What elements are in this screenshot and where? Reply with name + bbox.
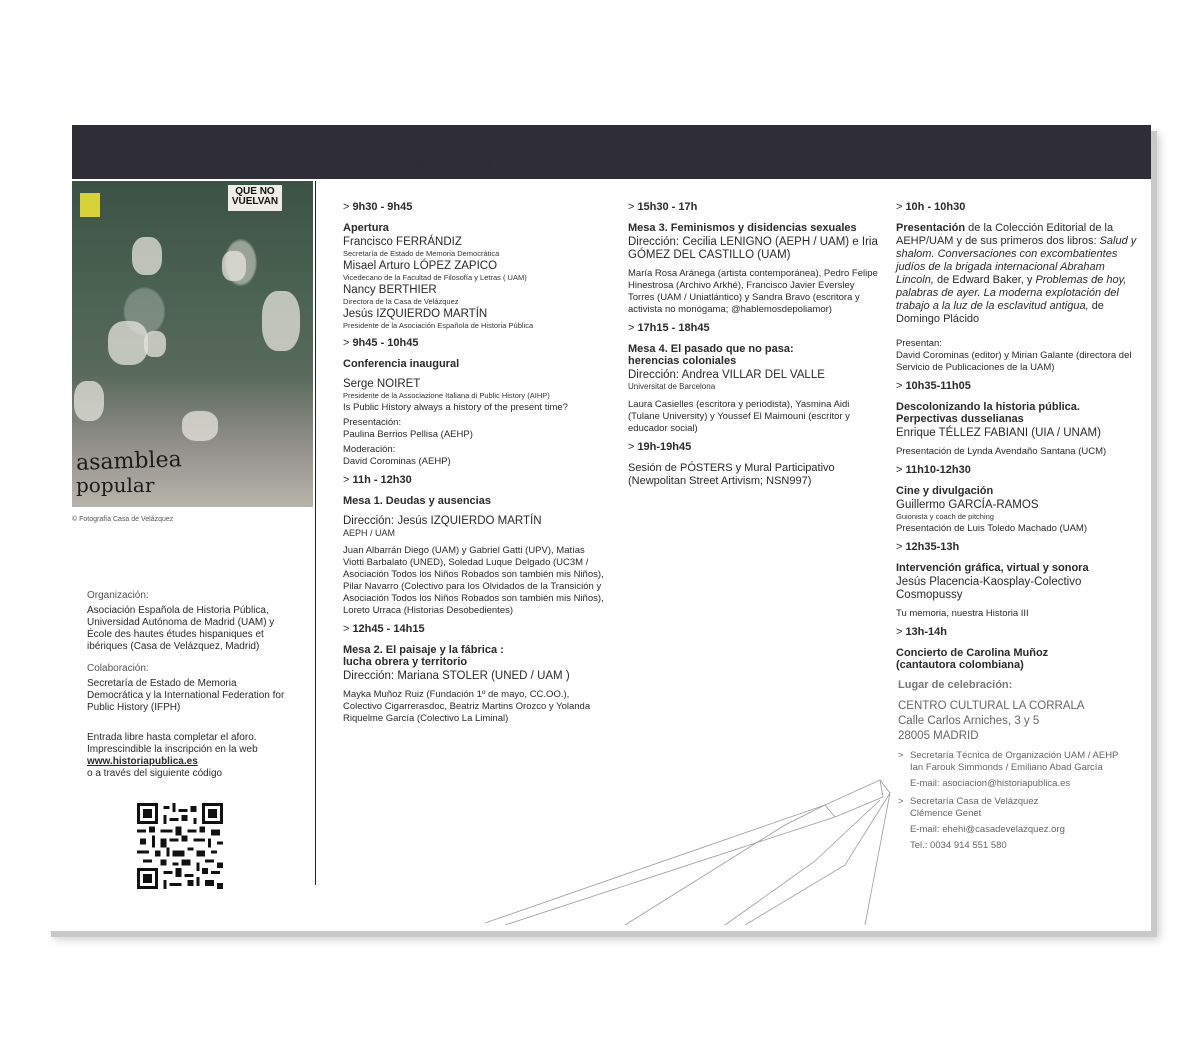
column-divider (315, 181, 316, 885)
presentation-name: Paulina Berrios Pellisa (AEHP) (343, 429, 473, 440)
session-director: Dirección: Cecilia LENIGNO (AEPH / UAM) e Iria GÓMEZ DEL CASTILLO (UAM) (628, 236, 878, 261)
time-label: 10h - 10h30 (905, 201, 966, 213)
time-label: 10h35-11h05 (905, 380, 971, 392)
session-participants: María Rosa Aránega (artista contemporánea), Pedro Felipe Hinestrosa (Archivo Arkhé), Francisco Javier Eversley Torres (UAM / Uniatlántico) y Sandra Bravo (escritora y activista no monógama; @hablemosdepoliamor) (628, 268, 878, 315)
speaker-name: Nancy BERTHIER (343, 284, 437, 296)
time-label: 13h-14h (905, 626, 948, 638)
collab-text: Secretaría de Estado de Memoria Democrática y la International Federation for Public History (IFPH) (87, 678, 285, 713)
time-slot (896, 626, 1141, 638)
photo-patch (222, 251, 246, 281)
code-text: o a través del siguiente código (87, 768, 223, 779)
director-affiliation: AEPH / UAM (343, 528, 396, 538)
presentation-label: Presentación: (343, 417, 402, 428)
contact-text: Secretaría Técnica de Organización UAM / AEHP (910, 750, 1119, 761)
venue-city: 28005 MADRID (898, 730, 979, 742)
director-affiliation: Universitat de Barcelona (628, 382, 716, 391)
time-label: 19h-19h45 (637, 441, 692, 453)
venue-street: Calle Carlos Arniches, 3 y 5 (898, 715, 1040, 727)
photo-patch (74, 381, 104, 421)
session-text: de la Colección Editorial de la AEHP/UAM y de sus primeros dos libros: (896, 222, 1114, 247)
presentation-by: Presentación de Luis Toledo Machado (UAM) (896, 523, 1087, 534)
arrow-right-icon: > (898, 796, 904, 807)
friday-afternoon-column (628, 195, 878, 488)
speaker-name: Enrique TÉLLEZ FABIANI (UIA / UNAM) (896, 427, 1101, 439)
speaker-name: Guillermo GARCÍA-RAMOS (896, 499, 1039, 511)
photo-patch (132, 237, 162, 275)
session-text: de Domingo Plácido (896, 300, 1104, 325)
arrow-right-icon: > (898, 750, 904, 761)
time-slot (343, 337, 608, 349)
session-title: Mesa 4. El pasado que no pasa: herencias coloniales (628, 343, 794, 367)
contact-names: Ian Farouk Simmonds / Emiliano Abad García (910, 762, 1103, 773)
time-slot (896, 541, 1141, 553)
speaker-name: Francisco FERRÁNDIZ (343, 236, 462, 248)
arrow-right-icon: > (896, 201, 903, 213)
presenters-names: David Corominas (editor) y Mirian Galante (directora del Servicio de Publicaciones de la UAM) (896, 350, 1132, 373)
contact-email[interactable]: E-mail: ehehi@casadevelazquez.org (910, 824, 1065, 835)
speaker-name: Jesús IZQUIERDO MARTÍN (343, 308, 488, 320)
speaker-role: Presidente de la Asociación Española de Historia Pública (343, 321, 534, 330)
arrow-right-icon: > (896, 380, 903, 392)
photo-patch (182, 411, 218, 441)
org-text: Asociación Española de Historia Pública, Universidad Autónoma de Madrid (UAM) y École des hautes études hispaniques et ibériques (Casa de Velázquez, Madrid) (87, 605, 275, 652)
entry-text: Entrada libre hasta completar el aforo. Imprescindible la inscripción en la web (87, 732, 258, 755)
session-title: Apertura (343, 222, 389, 234)
session-title: Conferencia inaugural (343, 358, 460, 370)
presentation-by: Presentación de Lynda Avendaño Santana (UCM) (896, 446, 1107, 457)
session-description (896, 222, 1141, 326)
qr-code[interactable] (137, 803, 223, 889)
time-slot (628, 201, 878, 213)
time-slot (896, 380, 1141, 392)
session-text: Tu memoria, nuestra Historia III (896, 608, 1029, 619)
session-director: Dirección: Jesús IZQUIERDO MARTÍN (343, 515, 542, 527)
contact-text: Secretaría Casa de Velázquez (910, 796, 1039, 807)
arrow-right-icon: > (628, 201, 635, 213)
photo-patch (108, 321, 148, 365)
time-label: 11h - 12h30 (352, 474, 412, 486)
saturday-column (896, 195, 1141, 852)
contact-line (898, 750, 1141, 762)
time-label: 9h45 - 10h45 (352, 337, 419, 349)
session-title: Descolonizando la historia pública. Perpectivas dusselianas (896, 401, 1080, 425)
book-title: Problemas de hoy, palabras de ayer. La moderna explotación del trabajo a la luz de la esclavitud antigua, (896, 274, 1127, 312)
wireframe-decoration (485, 765, 905, 925)
speaker-role: Directora de la Casa de Velázquez (343, 297, 459, 306)
session-title: Concierto de Carolina Muñoz (cantautora colombiana) (896, 647, 1049, 671)
time-label: 9h30 - 9h45 (352, 201, 413, 213)
session-director: Dirección: Mariana STOLER (UNED / UAM ) (343, 670, 570, 682)
arrow-right-icon: > (896, 626, 903, 638)
time-label: 11h10-12h30 (905, 464, 971, 476)
contact-email[interactable]: E-mail: asociacion@historiapublica.es (910, 778, 1071, 789)
collab-label: Colaboración: (87, 663, 149, 674)
arrow-right-icon: > (343, 337, 350, 349)
session-title: Intervención gráfica, virtual y sonora (896, 562, 1089, 574)
time-slot (628, 322, 878, 334)
session-description: Sesión de PÓSTERS y Mural Participativo (Newpolitan Street Artivism; NSN997) (628, 462, 835, 487)
time-label: 15h30 - 17h (637, 201, 698, 213)
time-slot (896, 464, 1141, 476)
time-slot (343, 474, 608, 486)
program-sheet (45, 125, 1151, 931)
day-saturday-title: SÁBADO 7/10 (903, 153, 1060, 180)
arrow-right-icon: > (628, 441, 635, 453)
arrow-right-icon: > (628, 322, 635, 334)
speaker-name: Misael Arturo LÓPEZ ZAPICO (343, 260, 498, 272)
presenters-label: Presentan: (896, 338, 942, 349)
moderation-name: David Corominas (AEHP) (343, 456, 451, 467)
arrow-right-icon: > (896, 541, 903, 553)
venue-label: Lugar de celebración: (898, 679, 1013, 691)
speaker-name: Serge NOIRET (343, 378, 421, 390)
arrow-right-icon: > (343, 201, 350, 213)
contact-names: Clémence Genet (910, 808, 982, 819)
speaker-role: Presidente de la Associazione Italiana di Public History (AIHP) (343, 391, 550, 400)
session-participants: Laura Casielles (escritora y periodista), Yasmina Aidi (Tulane University) y Youssef El Maimouni (escritor y educador social) (628, 399, 850, 434)
session-participants: Juan Albarrán Diego (UAM) y Gabriel Gatti (UPV), Matías Viotti Barbalato (UNED), Soledad Luque Delgado (UC3M / Asociación Todos los Niños Robados son también mis Niños), Pilar Navarro (Colectivo para los Olvidados de la Transición y Asociación Todos los Niños Robados son también mis Niños), Loreto Urraca (Historias Desobedientes) (343, 545, 604, 616)
photo-patch (144, 331, 166, 357)
arrow-right-icon: > (343, 474, 350, 486)
session-title: Mesa 3. Feminismos y disidencias sexuales (628, 222, 857, 234)
contact-block (898, 750, 1141, 852)
venue-name: CENTRO CULTURAL LA CORRALA (898, 700, 1085, 712)
book-title: Salud y shalom. Conversaciones con excombatientes judíos de la brigada internacional Abraham Lincoln, (896, 235, 1137, 286)
arrow-right-icon: > (343, 623, 350, 635)
time-label: 12h35-13h (905, 541, 960, 553)
photo-sticker: QUE NO VUELVAN (228, 185, 282, 211)
speaker-role: Secretaría de Estado de Memoria Democrática (343, 249, 500, 258)
speaker-name: Jesús Placencia-Kaosplay-Colectivo Cosmopussy (896, 576, 1082, 601)
photo-patch (262, 291, 300, 351)
speaker-role: Vicedecano de la Facultad de Filosofía y Letras ( UAM) (343, 273, 527, 282)
photo-graffiti-1: asamblea (75, 447, 183, 476)
org-label: Organización: (87, 590, 149, 601)
time-label: 12h45 - 14h15 (352, 623, 425, 635)
photo-credit: © Fotografía Casa de Velázquez (72, 516, 174, 523)
moderation-label: Moderación: (343, 444, 396, 455)
session-director: Dirección: Andrea VILLAR DEL VALLE (628, 369, 825, 381)
speaker-role: Guionista y coach de pitching (896, 512, 994, 521)
photo-yellow-tag (80, 193, 100, 217)
arrow-right-icon: > (896, 464, 903, 476)
contact-line (898, 796, 1141, 808)
time-slot (343, 201, 608, 213)
friday-morning-column (343, 195, 608, 728)
session-text: de Edward Baker, y (936, 274, 1033, 286)
time-slot (896, 201, 1141, 213)
time-label: 17h15 - 18h45 (637, 322, 710, 334)
session-title: Cine y divulgación (896, 485, 994, 497)
website-link[interactable]: www.historiapublica.es (87, 756, 198, 767)
time-slot (628, 441, 878, 453)
organization-info (87, 590, 287, 780)
photo-graffiti-2: popular (76, 473, 155, 497)
session-title: Mesa 2. El paisaje y la fábrica : lucha obrera y territorio (343, 644, 504, 668)
contact-phone: Tel.: 0034 914 551 580 (910, 840, 1007, 851)
street-photo (72, 181, 313, 507)
session-participants: Mayka Muñoz Ruiz (Fundación 1º de mayo, CC.OO.), Colectivo Cigarrerasdoc, Beatriz Martins Orozco y Yolanda Riquelme García (Colectivo La Liminal) (343, 689, 591, 724)
session-title: Presentación (896, 222, 966, 234)
day-friday-title: VIERNES 6/10 (347, 153, 510, 180)
time-slot (343, 623, 608, 635)
talk-title: Is Public History always a history of the present time? (343, 402, 568, 413)
session-title: Mesa 1. Deudas y ausencias (343, 495, 491, 507)
